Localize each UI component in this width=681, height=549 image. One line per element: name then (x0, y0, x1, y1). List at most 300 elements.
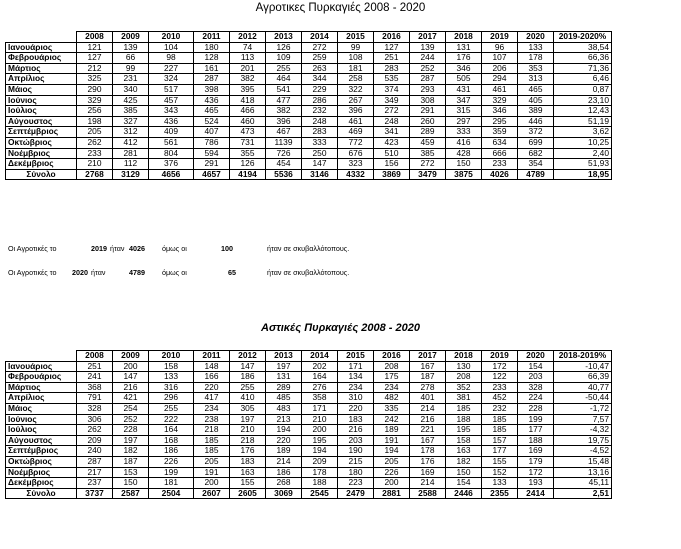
value-cell: 333 (446, 127, 482, 138)
value-cell: 278 (410, 382, 446, 393)
value-cell: 175 (374, 372, 410, 383)
value-cell: 203 (338, 435, 374, 446)
value-cell: 205 (374, 456, 410, 467)
value-cell: 133 (482, 478, 518, 489)
value-cell: 109 (266, 53, 302, 64)
value-cell: 233 (482, 159, 518, 170)
column-header: 2019 (482, 351, 518, 362)
value-cell: 188 (302, 478, 338, 489)
value-cell: 3737 (77, 488, 113, 499)
value-cell: 231 (113, 74, 149, 85)
value-cell: 131 (266, 372, 302, 383)
agricultural-fires-title: Αγροτικες Πυρκαγιές 2008 - 2020 (255, 2, 426, 14)
value-cell: 296 (149, 393, 194, 404)
value-cell: 185 (194, 435, 230, 446)
value-cell: 4657 (194, 169, 230, 180)
value-cell: 454 (266, 159, 302, 170)
month-label: Σεπτέμβριος (6, 446, 77, 457)
note-count: 65 (228, 268, 236, 277)
value-cell: 199 (149, 467, 194, 478)
value-cell: 295 (482, 116, 518, 127)
corner-cell (6, 351, 77, 362)
value-cell: 423 (374, 137, 410, 148)
header-row (6, 32, 612, 43)
column-header: 2009 (113, 351, 149, 362)
value-cell: 228 (113, 425, 149, 436)
value-cell: 194 (374, 446, 410, 457)
value-cell: 541 (266, 84, 302, 95)
value-cell: 355 (230, 148, 266, 159)
month-label: Ιανουάριος (6, 361, 77, 372)
value-cell: 260 (410, 116, 446, 127)
column-header: 2015 (338, 351, 374, 362)
note-year: 2020 (72, 268, 88, 277)
percent-change-cell: 15,48 (554, 456, 612, 467)
value-cell: 2479 (338, 488, 374, 499)
value-cell: 281 (113, 148, 149, 159)
value-cell: 676 (338, 148, 374, 159)
note-total: 4789 (129, 268, 145, 277)
column-header: 2013 (266, 32, 302, 43)
value-cell: 2768 (77, 169, 113, 180)
column-header: 2011 (194, 351, 230, 362)
value-cell: 346 (446, 63, 482, 74)
value-cell: 272 (410, 159, 446, 170)
note-suffix: ήταν σε σκυβαλλότοπους. (267, 244, 350, 253)
value-cell: 171 (302, 403, 338, 414)
value-cell: 772 (338, 137, 374, 148)
value-cell: 416 (446, 137, 482, 148)
value-cell: 3129 (113, 169, 149, 180)
percent-change-cell: 45,11 (554, 478, 612, 489)
percent-change-cell: 6,46 (554, 74, 612, 85)
value-cell: 208 (374, 361, 410, 372)
value-cell: 431 (446, 84, 482, 95)
value-cell: 183 (230, 456, 266, 467)
value-cell: 104 (149, 42, 194, 53)
value-cell: 286 (302, 95, 338, 106)
percent-change-cell: 51,93 (554, 159, 612, 170)
percent-change-cell: -1,72 (554, 403, 612, 414)
value-cell: 634 (482, 137, 518, 148)
column-header: 2015 (338, 32, 374, 43)
percent-change-cell: 18,95 (554, 169, 612, 180)
value-cell: 139 (410, 42, 446, 53)
value-cell: 194 (266, 425, 302, 436)
urban-fires-title: Αστικές Πυρκαγιές 2008 - 2020 (261, 322, 420, 334)
table-row (6, 382, 612, 393)
percent-change-cell: 19,75 (554, 435, 612, 446)
value-cell: 200 (113, 361, 149, 372)
value-cell: 293 (410, 84, 446, 95)
month-label: Ιούνιος (6, 414, 77, 425)
value-cell: 182 (113, 446, 149, 457)
value-cell: 335 (374, 403, 410, 414)
value-cell: 341 (374, 127, 410, 138)
value-cell: 126 (230, 159, 266, 170)
value-cell: 417 (194, 393, 230, 404)
value-cell: 150 (446, 159, 482, 170)
value-cell: 167 (410, 435, 446, 446)
value-cell: 99 (338, 42, 374, 53)
percent-change-cell: 7,57 (554, 414, 612, 425)
value-cell: 412 (113, 137, 149, 148)
value-cell: 130 (446, 361, 482, 372)
value-cell: 233 (77, 148, 113, 159)
value-cell: 382 (230, 74, 266, 85)
value-cell: 287 (194, 74, 230, 85)
table-row (6, 74, 612, 85)
month-label: Νοέμβριος (6, 148, 77, 159)
value-cell: 283 (374, 63, 410, 74)
value-cell: 201 (230, 63, 266, 74)
value-cell: 457 (149, 95, 194, 106)
value-cell: 244 (410, 53, 446, 64)
value-cell: 202 (302, 361, 338, 372)
value-cell: 3146 (302, 169, 338, 180)
value-cell: 407 (194, 127, 230, 138)
value-cell: 353 (518, 63, 554, 74)
value-cell: 804 (149, 148, 194, 159)
month-label: Ιούλιος (6, 425, 77, 436)
table-row (6, 446, 612, 457)
value-cell: 158 (446, 435, 482, 446)
value-cell: 232 (302, 106, 338, 117)
note-count: 100 (221, 244, 233, 253)
percent-change-cell: 66,39 (554, 372, 612, 383)
value-cell: 517 (149, 84, 194, 95)
value-cell: 212 (77, 63, 113, 74)
value-cell: 396 (266, 116, 302, 127)
value-cell: 2588 (410, 488, 446, 499)
value-cell: 186 (230, 372, 266, 383)
value-cell: 315 (446, 106, 482, 117)
value-cell: 220 (338, 403, 374, 414)
value-cell: 218 (230, 435, 266, 446)
value-cell: 2414 (518, 488, 554, 499)
value-cell: 1139 (266, 137, 302, 148)
value-cell: 177 (518, 425, 554, 436)
value-cell: 99 (113, 63, 149, 74)
value-cell: 177 (482, 446, 518, 457)
value-cell: 372 (518, 127, 554, 138)
value-cell: 272 (302, 42, 338, 53)
value-cell: 290 (77, 84, 113, 95)
value-cell: 2545 (302, 488, 338, 499)
value-cell: 169 (410, 467, 446, 478)
value-cell: 251 (374, 53, 410, 64)
table-row (6, 84, 612, 95)
value-cell: 216 (113, 382, 149, 393)
value-cell: 210 (230, 425, 266, 436)
table-row (6, 456, 612, 467)
table-row (6, 53, 612, 64)
month-label: Οκτώβριος (6, 456, 77, 467)
value-cell: 289 (410, 127, 446, 138)
value-cell: 464 (266, 74, 302, 85)
value-cell: 381 (446, 393, 482, 404)
value-cell: 2881 (374, 488, 410, 499)
value-cell: 163 (230, 467, 266, 478)
note-suffix: ήταν σε σκυβαλλότοπους. (267, 268, 350, 277)
value-cell: 258 (338, 74, 374, 85)
percent-change-cell: 2,40 (554, 148, 612, 159)
urban-fires-table (5, 350, 612, 499)
value-cell: 200 (374, 478, 410, 489)
value-cell: 214 (410, 403, 446, 414)
value-cell: 180 (338, 467, 374, 478)
table-row (6, 106, 612, 117)
value-cell: 461 (338, 116, 374, 127)
table-row (6, 127, 612, 138)
value-cell: 205 (77, 127, 113, 138)
note-but: όμως οι (162, 268, 187, 277)
value-cell: 181 (149, 478, 194, 489)
month-label: Δεκέμβριος (6, 159, 77, 170)
value-cell: 226 (149, 456, 194, 467)
value-cell: 3869 (374, 169, 410, 180)
value-cell: 263 (302, 63, 338, 74)
value-cell: 168 (149, 435, 194, 446)
value-cell: 186 (149, 446, 194, 457)
value-cell: 121 (77, 42, 113, 53)
value-cell: 197 (113, 435, 149, 446)
value-cell: 164 (302, 372, 338, 383)
value-cell: 153 (113, 467, 149, 478)
value-cell: 343 (149, 106, 194, 117)
column-header: 2017 (410, 32, 446, 43)
agricultural-fires-table (5, 31, 612, 180)
value-cell: 197 (230, 414, 266, 425)
value-cell: 126 (266, 42, 302, 53)
value-cell: 262 (77, 425, 113, 436)
value-cell: 98 (149, 53, 194, 64)
total-label: Σύνολο (6, 169, 77, 180)
note-prefix: Οι Αγροτικές το (8, 268, 57, 277)
value-cell: 227 (149, 63, 194, 74)
note-was: ήταν (91, 268, 106, 277)
value-cell: 328 (77, 403, 113, 414)
value-cell: 305 (230, 403, 266, 414)
value-cell: 421 (113, 393, 149, 404)
value-cell: 122 (482, 372, 518, 383)
value-cell: 287 (77, 456, 113, 467)
value-cell: 228 (518, 403, 554, 414)
month-label: Απρίλιος (6, 393, 77, 404)
value-cell: 166 (194, 372, 230, 383)
value-cell: 195 (446, 425, 482, 436)
column-header: 2009 (113, 32, 149, 43)
value-cell: 176 (446, 53, 482, 64)
value-cell: 477 (266, 95, 302, 106)
value-cell: 209 (77, 435, 113, 446)
month-label: Ιούλιος (6, 106, 77, 117)
value-cell: 163 (446, 446, 482, 457)
value-cell: 466 (230, 106, 266, 117)
value-cell: 176 (410, 456, 446, 467)
value-cell: 485 (266, 393, 302, 404)
month-label: Νοέμβριος (6, 467, 77, 478)
value-cell: 465 (518, 84, 554, 95)
table-row (6, 467, 612, 478)
value-cell: 234 (338, 382, 374, 393)
value-cell: 133 (518, 42, 554, 53)
month-label: Φεβρουάριος (6, 372, 77, 383)
table-row (6, 361, 612, 372)
value-cell: 4656 (149, 169, 194, 180)
value-cell: 220 (266, 435, 302, 446)
column-header: 2014 (302, 32, 338, 43)
percent-change-cell: 13,16 (554, 467, 612, 478)
value-cell: 176 (230, 446, 266, 457)
value-cell: 185 (194, 446, 230, 457)
value-cell: 3875 (446, 169, 482, 180)
value-cell: 164 (149, 425, 194, 436)
value-cell: 333 (302, 137, 338, 148)
value-cell: 222 (149, 414, 194, 425)
value-cell: 354 (518, 159, 554, 170)
value-cell: 187 (410, 372, 446, 383)
column-header: 2008 (77, 351, 113, 362)
value-cell: 452 (482, 393, 518, 404)
column-header: 2011 (194, 32, 230, 43)
value-cell: 327 (113, 116, 149, 127)
month-label: Φεβρουάριος (6, 53, 77, 64)
month-label: Οκτώβριος (6, 137, 77, 148)
value-cell: 107 (482, 53, 518, 64)
column-header: 2020 (518, 351, 554, 362)
note-prefix: Οι Αγροτικές το (8, 244, 57, 253)
value-cell: 185 (482, 414, 518, 425)
column-header: 2008 (77, 32, 113, 43)
value-cell: 179 (518, 456, 554, 467)
value-cell: 268 (266, 478, 302, 489)
value-cell: 3069 (266, 488, 302, 499)
value-cell: 666 (482, 148, 518, 159)
value-cell: 112 (113, 159, 149, 170)
value-cell: 312 (113, 127, 149, 138)
percent-change-cell: 23,10 (554, 95, 612, 106)
value-cell: 226 (374, 467, 410, 478)
month-label: Αύγουστος (6, 435, 77, 446)
value-cell: 524 (194, 116, 230, 127)
value-cell: 154 (518, 361, 554, 372)
value-cell: 108 (338, 53, 374, 64)
table-row (6, 148, 612, 159)
percent-change-cell: 10,25 (554, 137, 612, 148)
value-cell: 2504 (149, 488, 194, 499)
value-cell: 234 (194, 403, 230, 414)
value-cell: 169 (518, 446, 554, 457)
column-header: 2013 (266, 351, 302, 362)
value-cell: 4194 (230, 169, 266, 180)
value-cell: 287 (410, 74, 446, 85)
value-cell: 198 (77, 116, 113, 127)
percent-change-cell: 12,43 (554, 106, 612, 117)
value-cell: 127 (77, 53, 113, 64)
value-cell: 209 (302, 456, 338, 467)
value-cell: 148 (194, 361, 230, 372)
value-cell: 505 (446, 74, 482, 85)
percent-change-cell: 3,62 (554, 127, 612, 138)
note-was: ήταν (110, 244, 125, 253)
value-cell: 147 (113, 372, 149, 383)
value-cell: 234 (374, 382, 410, 393)
value-cell: 2605 (230, 488, 266, 499)
value-cell: 428 (446, 148, 482, 159)
value-cell: 436 (194, 95, 230, 106)
value-cell: 5536 (266, 169, 302, 180)
value-cell: 467 (266, 127, 302, 138)
value-cell: 210 (302, 414, 338, 425)
value-cell: 255 (266, 63, 302, 74)
value-cell: 186 (266, 467, 302, 478)
value-cell: 241 (77, 372, 113, 383)
value-cell: 347 (446, 95, 482, 106)
value-cell: 203 (518, 372, 554, 383)
value-cell: 156 (374, 159, 410, 170)
value-cell: 189 (266, 446, 302, 457)
value-cell: 469 (338, 127, 374, 138)
value-cell: 283 (302, 127, 338, 138)
column-header: 2018 (446, 32, 482, 43)
value-cell: 113 (230, 53, 266, 64)
value-cell: 229 (302, 84, 338, 95)
value-cell: 349 (374, 95, 410, 106)
value-cell: 297 (446, 116, 482, 127)
value-cell: 359 (482, 127, 518, 138)
value-cell: 291 (410, 106, 446, 117)
value-cell: 248 (302, 116, 338, 127)
value-cell: 134 (338, 372, 374, 383)
percent-change-cell: 40,77 (554, 382, 612, 393)
table-row (6, 435, 612, 446)
value-cell: 221 (410, 425, 446, 436)
note-total: 4026 (129, 244, 145, 253)
value-cell: 131 (446, 42, 482, 53)
value-cell: 252 (410, 63, 446, 74)
value-cell: 344 (302, 74, 338, 85)
percent-change-cell: 0,87 (554, 84, 612, 95)
value-cell: 465 (194, 106, 230, 117)
value-cell: 128 (194, 53, 230, 64)
month-label: Δεκέμβριος (6, 478, 77, 489)
table-row (6, 63, 612, 74)
value-cell: 185 (446, 403, 482, 414)
value-cell: 358 (302, 393, 338, 404)
value-cell: 189 (374, 425, 410, 436)
value-cell: 2587 (113, 488, 149, 499)
corner-cell (6, 32, 77, 43)
value-cell: 254 (113, 403, 149, 414)
value-cell: 252 (113, 414, 149, 425)
value-cell: 200 (194, 478, 230, 489)
value-cell: 483 (266, 403, 302, 414)
value-cell: 276 (302, 382, 338, 393)
value-cell: 150 (446, 467, 482, 478)
column-header: 2016 (374, 32, 410, 43)
table-row (6, 116, 612, 127)
value-cell: 193 (518, 478, 554, 489)
percent-change-cell: -10,47 (554, 361, 612, 372)
value-cell: 187 (113, 456, 149, 467)
value-cell: 418 (230, 95, 266, 106)
value-cell: 255 (230, 382, 266, 393)
month-label: Ιούνιος (6, 95, 77, 106)
month-label: Απρίλιος (6, 74, 77, 85)
value-cell: 152 (482, 467, 518, 478)
table-row (6, 95, 612, 106)
